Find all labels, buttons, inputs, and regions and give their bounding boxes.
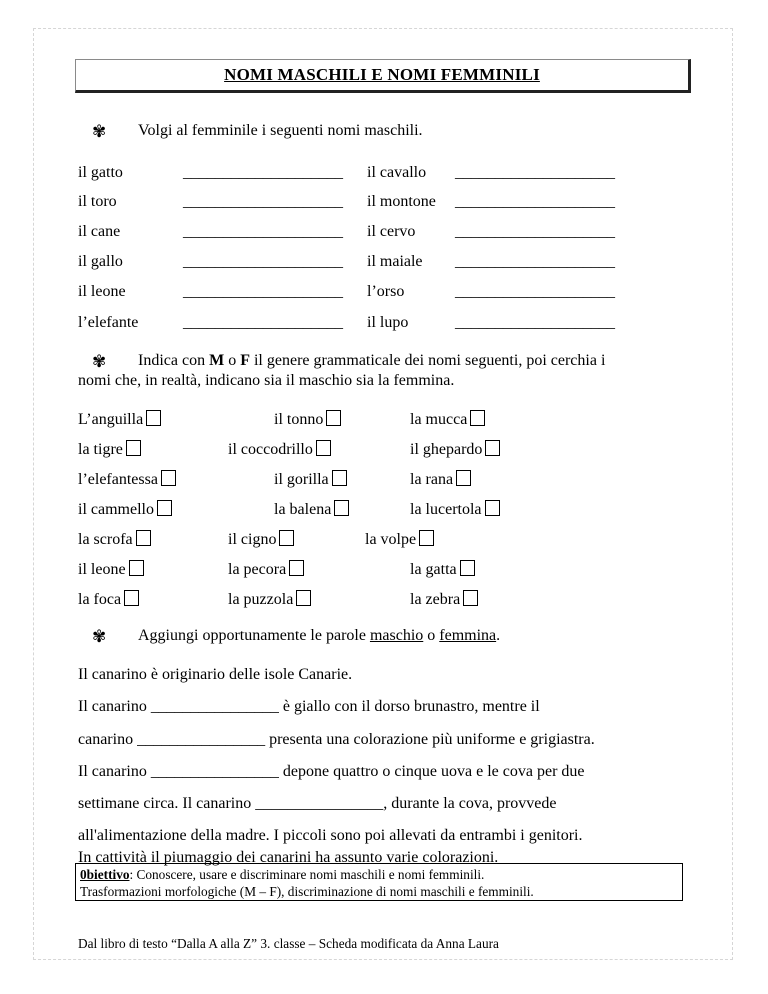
answer-blank[interactable]: ____________________: [183, 193, 343, 210]
masc-noun: l’elefante: [78, 314, 139, 331]
gender-checkbox[interactable]: [129, 560, 144, 576]
instruction-text: Indica con: [138, 352, 206, 369]
answer-blank[interactable]: ____________________: [183, 164, 343, 181]
masc-noun: il montone: [367, 193, 436, 210]
noun-label: L’anguilla: [78, 411, 144, 428]
butterfly-icon: ✾: [92, 352, 107, 371]
noun-label: la rana: [410, 471, 454, 488]
answer-blank[interactable]: ____________________: [455, 283, 615, 300]
butterfly-icon: ✾: [92, 122, 107, 141]
noun-item: [410, 590, 478, 609]
text-part: settimane circa. Il canarino: [78, 795, 252, 812]
gender-checkbox[interactable]: [332, 470, 347, 486]
page-title: NOMI MASCHILI E NOMI FEMMINILI: [224, 65, 540, 84]
noun-item: [365, 530, 434, 549]
gender-checkbox[interactable]: [419, 530, 434, 546]
answer-blank[interactable]: ________________: [137, 731, 266, 748]
gender-checkbox[interactable]: [470, 410, 485, 426]
noun-item: [78, 500, 172, 519]
gender-checkbox[interactable]: [157, 500, 172, 516]
text-part: , durante la cova, provvede: [383, 795, 557, 812]
noun-item: [410, 440, 500, 459]
answer-blank[interactable]: ____________________: [455, 164, 615, 181]
word-femmina: femmina: [439, 627, 497, 644]
text-part: depone quattro o cinque uova e le cova per due: [282, 763, 585, 780]
answer-blank[interactable]: ____________________: [455, 223, 615, 240]
objective-label: 0biettivo: [80, 867, 130, 882]
text-line: [78, 698, 540, 716]
noun-label: la volpe: [365, 531, 417, 548]
noun-item: [228, 530, 294, 549]
noun-label: la pecora: [228, 561, 287, 578]
letter-m: M: [209, 352, 225, 369]
objective-text: : Conoscere, usare e discriminare nomi maschili e nomi femminili.: [129, 867, 485, 882]
gender-checkbox[interactable]: [161, 470, 176, 486]
noun-item: [228, 440, 331, 459]
text-line: [78, 795, 557, 813]
objective-line2: Trasformazioni morfologiche (M – F), discriminazione di nomi maschili e femminili.: [80, 884, 534, 899]
answer-blank[interactable]: ________________: [150, 698, 279, 715]
gender-checkbox[interactable]: [146, 410, 161, 426]
section2-instruction: [138, 352, 605, 370]
noun-item: [410, 470, 471, 489]
instruction-text: il genere grammaticale dei nomi seguenti, poi cerchia i: [253, 352, 606, 369]
noun-item: [78, 470, 176, 489]
text-part: Il canarino: [78, 763, 147, 780]
text-part: presenta una colorazione più uniforme e grigiastra.: [269, 731, 595, 748]
gender-checkbox[interactable]: [289, 560, 304, 576]
noun-label: la scrofa: [78, 531, 133, 548]
answer-blank[interactable]: ____________________: [183, 314, 343, 331]
masc-noun: il cavallo: [367, 164, 427, 181]
masc-noun: il cervo: [367, 223, 416, 240]
noun-label: la zebra: [410, 591, 461, 608]
noun-item: [410, 500, 500, 519]
noun-item: [228, 560, 304, 579]
letter-f: F: [240, 352, 250, 369]
answer-blank[interactable]: ____________________: [455, 193, 615, 210]
noun-label: il gorilla: [274, 471, 329, 488]
instruction-text: o: [228, 352, 237, 369]
text-part: canarino: [78, 731, 134, 748]
gender-checkbox[interactable]: [124, 590, 139, 606]
noun-item: [274, 500, 349, 519]
noun-label: il leone: [78, 561, 126, 578]
section2-instruction-line2: nomi che, in realtà, indicano sia il maschio sia la femmina.: [78, 372, 455, 389]
gender-checkbox[interactable]: [279, 530, 294, 546]
masc-noun: il cane: [78, 223, 121, 240]
answer-blank[interactable]: ____________________: [183, 283, 343, 300]
noun-label: il cammello: [78, 501, 154, 518]
text-line: all'alimentazione della madre. I piccoli sono poi allevati da entrambi i genitori.: [78, 827, 583, 844]
masc-noun: il gatto: [78, 164, 123, 181]
answer-blank[interactable]: ____________________: [183, 253, 343, 270]
text-line: Il canarino è originario delle isole Canarie.: [78, 666, 353, 683]
noun-item: [78, 590, 139, 609]
text-line: [78, 763, 585, 781]
gender-checkbox[interactable]: [296, 590, 311, 606]
masc-noun: il toro: [78, 193, 117, 210]
gender-checkbox[interactable]: [136, 530, 151, 546]
instruction-text: Aggiungi opportunamente le parole: [138, 627, 366, 644]
gender-checkbox[interactable]: [456, 470, 471, 486]
noun-label: il tonno: [274, 411, 324, 428]
noun-item: [78, 560, 144, 579]
noun-label: il ghepardo: [410, 441, 483, 458]
text-line: In cattività il piumaggio dei canarini ha assunto varie colorazioni.: [78, 849, 499, 866]
noun-label: il coccodrillo: [228, 441, 313, 458]
noun-label: la tigre: [78, 441, 123, 458]
noun-label: la gatta: [410, 561, 457, 578]
noun-item: [274, 410, 341, 429]
gender-checkbox[interactable]: [485, 500, 500, 516]
text-part: è giallo con il dorso brunastro, mentre il: [282, 698, 540, 715]
gender-checkbox[interactable]: [126, 440, 141, 456]
masc-noun: l’orso: [367, 283, 405, 300]
noun-label: la lucertola: [410, 501, 482, 518]
noun-label: la puzzola: [228, 591, 294, 608]
footer-credit: Dal libro di testo “Dalla A alla Z” 3. classe – Scheda modificata da Anna Laura: [78, 936, 499, 951]
text-line: [78, 731, 595, 749]
text-part: Il canarino: [78, 698, 147, 715]
noun-item: [78, 410, 161, 429]
masc-noun: il maiale: [367, 253, 423, 270]
noun-label: l’elefantessa: [78, 471, 158, 488]
section1-instruction: Volgi al femminile i seguenti nomi maschili.: [138, 122, 423, 139]
gender-checkbox[interactable]: [316, 440, 331, 456]
masc-noun: il lupo: [367, 314, 409, 331]
noun-item: [78, 530, 151, 549]
answer-blank[interactable]: ____________________: [183, 223, 343, 240]
masc-noun: il gallo: [78, 253, 123, 270]
gender-checkbox[interactable]: [334, 500, 349, 516]
masc-noun: il leone: [78, 283, 126, 300]
noun-label: la mucca: [410, 411, 468, 428]
noun-item: [410, 410, 485, 429]
noun-label: la foca: [78, 591, 122, 608]
gender-checkbox[interactable]: [460, 560, 475, 576]
answer-blank[interactable]: ____________________: [455, 314, 615, 331]
noun-item: [274, 470, 347, 489]
answer-blank[interactable]: ____________________: [455, 253, 615, 270]
section3-instruction: [138, 627, 500, 645]
gender-checkbox[interactable]: [485, 440, 500, 456]
noun-label: la balena: [274, 501, 332, 518]
gender-checkbox[interactable]: [326, 410, 341, 426]
objective-box: [75, 863, 683, 901]
objective-line1: [80, 866, 678, 883]
gender-checkbox[interactable]: [463, 590, 478, 606]
instruction-text: o: [427, 627, 436, 644]
answer-blank[interactable]: ________________: [150, 763, 279, 780]
noun-item: [410, 560, 475, 579]
noun-item: [78, 440, 141, 459]
answer-blank[interactable]: ________________: [255, 795, 384, 812]
title-box: [75, 59, 691, 93]
instruction-text: .: [496, 627, 501, 644]
noun-item: [228, 590, 311, 609]
noun-label: il cigno: [228, 531, 277, 548]
butterfly-icon: ✾: [92, 627, 107, 646]
word-maschio: maschio: [369, 627, 424, 644]
